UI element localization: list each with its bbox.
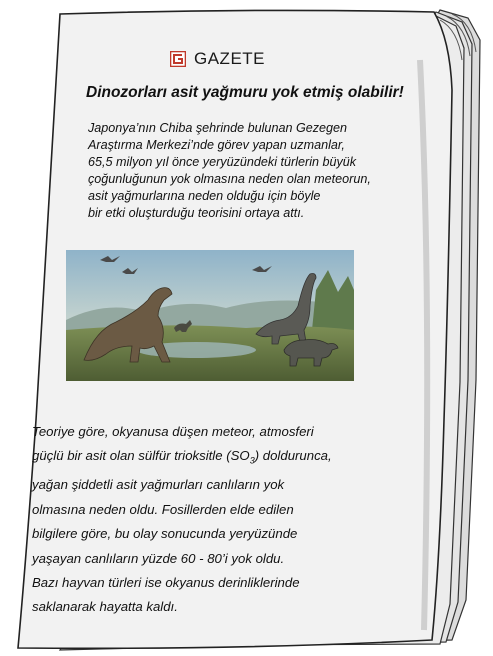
body-line: bilgilere göre, bu olay sonucunda yeryüzünde (32, 526, 298, 542)
body-line: Bazı hayvan türleri ise okyanus derinliklerinde (32, 575, 300, 591)
intro-line: asit yağmurlarına neden olduğu için böyle (88, 189, 321, 203)
newspaper-g-logo-icon (170, 51, 186, 67)
body-line (32, 444, 392, 473)
intro-line: Araştırma Merkezi’nde görev yapan uzmanlar, (88, 138, 345, 152)
headline: Dinozorları asit yağmuru yok etmiş olabilir! (86, 84, 404, 101)
masthead (170, 46, 265, 72)
body-line: olmasına neden oldu. Fosillerden elde edilen (32, 501, 294, 517)
body-paragraph (32, 420, 392, 620)
intro-line: çoğunluğunun yok olmasına neden olan meteorun, (88, 172, 371, 186)
body-line: Teoriye göre, okyanusa düşen meteor, atmosferi (32, 424, 314, 439)
body-line: yaşayan canlıların yüzde 60 - 80’i yok oldu. (32, 550, 285, 566)
intro-line: bir etki oluşturduğu teorisini ortaya attı. (88, 206, 305, 220)
body-line: yağan şiddetli asit yağmurları canlıların yok (32, 477, 285, 493)
dinosaurs-photo (66, 250, 354, 381)
intro-line: Japonya’nın Chiba şehrinde bulunan Gezegen (88, 121, 348, 135)
intro-line: 65,5 milyon yıl önce yeryüzündeki türlerin büyük (88, 155, 357, 169)
body-line-part: güçlü bir asit olan sülfür trioksitle (SO (32, 448, 250, 464)
body-line-part: ) doldurunca, (254, 448, 332, 464)
so3-subscript: 3 (249, 456, 255, 467)
body-line: saklanarak hayatta kaldı. (32, 599, 178, 615)
masthead-title: GAZETE (194, 49, 266, 68)
intro-paragraph (88, 120, 418, 222)
